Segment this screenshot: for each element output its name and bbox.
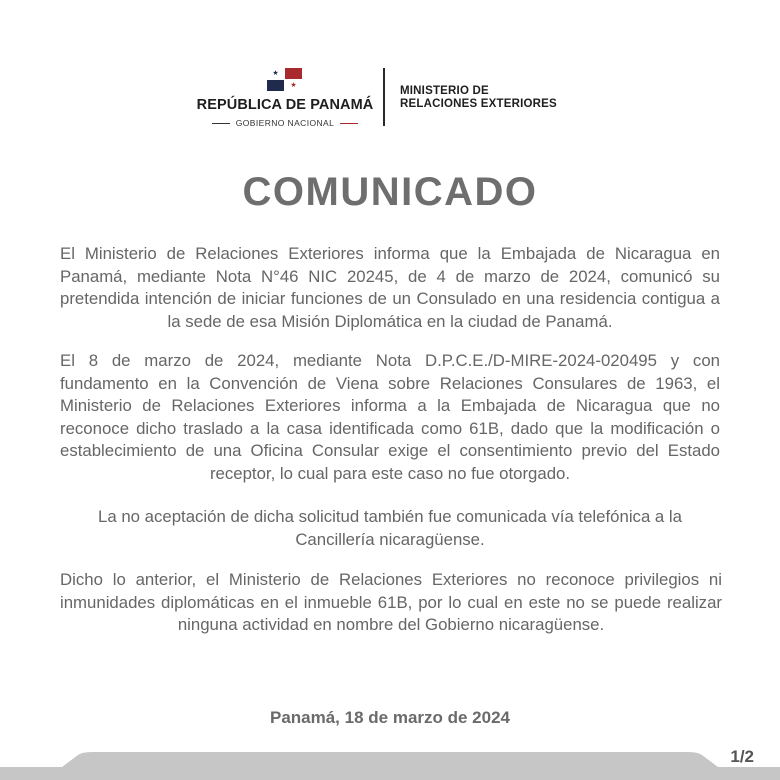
country-name: REPÚBLICA DE PANAMÁ (196, 97, 374, 113)
dash-divider-right (340, 123, 358, 124)
document-title: COMUNICADO (242, 170, 538, 214)
government-label: GOBIERNO NACIONAL (235, 118, 335, 128)
blue-star-icon: ★ (272, 70, 279, 77)
paragraph-2: El 8 de marzo de 2024, mediante Nota D.P.C.E./D-MIRE-2024-020495 y con fundamento en la Convención de Viena sobre Relaciones Consulares de 1963, el Ministerio de Relaciones Exteriores informa a la Embajada de Nicaragua que no reconoce dicho traslado a la casa identificada como 61B, dado que la modificación o establecimiento de una Oficina Consular exige el consentimiento previo del Estado receptor, lo cual para este caso no fue otorgado. (60, 351, 720, 483)
place-and-date: Panamá, 18 de marzo de 2024 (269, 708, 511, 727)
flag-quarter-blue (267, 80, 284, 91)
ministry-name-line-2: RELACIONES EXTERIORES (400, 97, 557, 110)
footer-tab-shape (0, 752, 780, 780)
paragraph-4: Dicho lo anterior, el Ministerio de Relaciones Exteriores no reconoce privilegios ni inmunidades diplomáticas en el inmueble 61B, por lo cual en este no se puede realizar ninguna actividad en nombre del Gobierno nicaragüense. (60, 570, 722, 635)
dash-divider-left (212, 123, 230, 124)
letterhead (0, 0, 780, 140)
logo-vertical-divider (383, 68, 385, 126)
paragraph-3: La no aceptación de dicha solicitud también fue comunicada vía telefónica a la Cancillería nicaragüense. (98, 507, 682, 549)
flag-quarter-red (285, 68, 302, 79)
panama-flag-icon (267, 68, 303, 92)
ministry-name (400, 85, 557, 110)
ministry-name-line-1: MINISTERIO DE (400, 85, 489, 97)
page-indicator: 1/2 (730, 747, 754, 766)
paragraph-1: El Ministerio de Relaciones Exteriores informa que la Embajada de Nicaragua en Panamá, mediante Nota N°46 NIC 20245, de 4 de marzo de 2024, comunicó su pretendida intención de iniciar funciones de un Consulado en una residencia contigua a la sede de esa Misión Diplomática en la ciudad de Panamá. (60, 244, 720, 331)
red-star-icon: ★ (290, 82, 297, 89)
government-label-row (196, 116, 374, 130)
